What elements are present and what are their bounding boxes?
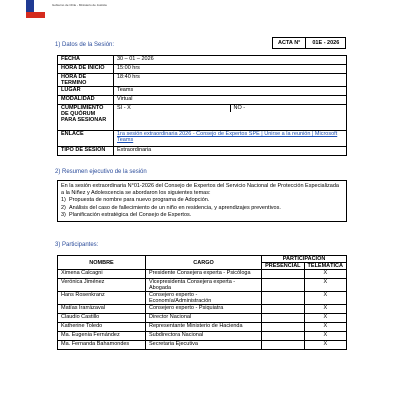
row-label: MODALIDAD — [58, 96, 114, 105]
quorum-values — [117, 105, 346, 111]
section-3-title: 3) Participantes: — [55, 242, 99, 248]
list-item: 1) Propuesta de nombre para nuevo programa de Adopción. — [61, 197, 210, 204]
header-presencial: PRESENCIAL — [262, 263, 304, 270]
table-row — [58, 74, 347, 87]
table-row: Verónica Jiménez Vicepresidenta Consejera experta - Abogada X — [58, 279, 347, 292]
table-row — [58, 147, 347, 156]
table-row: Claudio Castillo Director Nacional X — [58, 314, 347, 323]
tipo-label: TIPO DE SESIÓN — [58, 147, 114, 156]
list-item: 3) Planificación estratégica del Consejo de Expertos. — [61, 211, 192, 218]
table-row: Ximena Calcagni Presidente Consejera experta - Psicóloga X — [58, 270, 347, 279]
header-nombre: NOMBRE — [58, 256, 146, 270]
quorum-si: SI - X — [117, 105, 131, 111]
row-value: 15:00 hrs — [114, 65, 347, 74]
header-telematica: TELEMÁTICA — [304, 263, 346, 270]
acta-number: 01E - 2026 — [305, 38, 345, 48]
row-label: HORA DE INICIO — [58, 65, 114, 74]
section-2-title: 2) Resumen ejecutivo de la sesión — [55, 169, 147, 175]
table-row — [58, 105, 347, 131]
header-cargo: CARGO — [146, 256, 262, 270]
table-row — [58, 131, 347, 147]
table-row: Matías Irarrázaval Consejero experto - Psiquiatra X — [58, 305, 347, 314]
table-row: Ma. Eugenia Fernández Subdirectora Nacional X — [58, 332, 347, 341]
acta-number-box — [272, 37, 346, 49]
logo-caption: Gobierno de Chile - Ministerio de Justicia — [52, 3, 107, 7]
quorum-no: NO - — [230, 104, 347, 112]
row-label: LUGAR — [58, 87, 114, 96]
participants-table — [57, 255, 347, 350]
summary-intro: En la sesión extraordinaria N°01-2026 del Consejo de Expertos del Servicio Nacional de Protección Especializada a la Niñez y Adolescencia se abordaron los siguientes temas: — [61, 183, 339, 197]
quorum-label: CUMPLIMIENTO DE QUÓRUM PARA SESIONAR — [58, 105, 114, 131]
row-value: Virtual — [114, 96, 347, 105]
section-1-title: 1) Datos de la Sesión: — [55, 42, 115, 48]
row-label: HORA DE TERMINO — [58, 74, 114, 87]
acta-label: ACTA N° — [278, 40, 301, 46]
list-item: 2) Análisis del caso de fallecimiento de un niño en residencia, y aprendizajes preventivos. — [61, 204, 281, 211]
table-row — [58, 56, 347, 65]
executive-summary — [57, 180, 347, 222]
government-logo — [26, 0, 45, 24]
table-row — [58, 87, 347, 96]
header-participacion: PARTICIPACIÓN — [262, 256, 347, 263]
row-value: 18:40 hrs — [114, 74, 347, 87]
table-row: Ma. Fernanda Bahamondes Secretaria Ejecutiva X — [58, 341, 347, 350]
row-value: Teams — [114, 87, 347, 96]
session-data-table — [57, 55, 347, 156]
row-value: 30 – 01 – 2026 — [114, 56, 347, 65]
table-row: Katherine Toledo Representante Ministerio de Hacienda X — [58, 323, 347, 332]
table-row — [58, 65, 347, 74]
teams-meeting-link[interactable]: 1ra sesión extraordinaria 2026 - Consejo de Expertos SPE | Unirse a la reunión | Microsoft Teams — [114, 131, 347, 147]
table-row: Hans Rosenkranz Consejero experto - Economía/Administración X — [58, 292, 347, 305]
tipo-value: Extraordinaria — [114, 147, 347, 156]
row-label: FECHA — [58, 56, 114, 65]
enlace-label: ENLACE — [58, 131, 114, 147]
